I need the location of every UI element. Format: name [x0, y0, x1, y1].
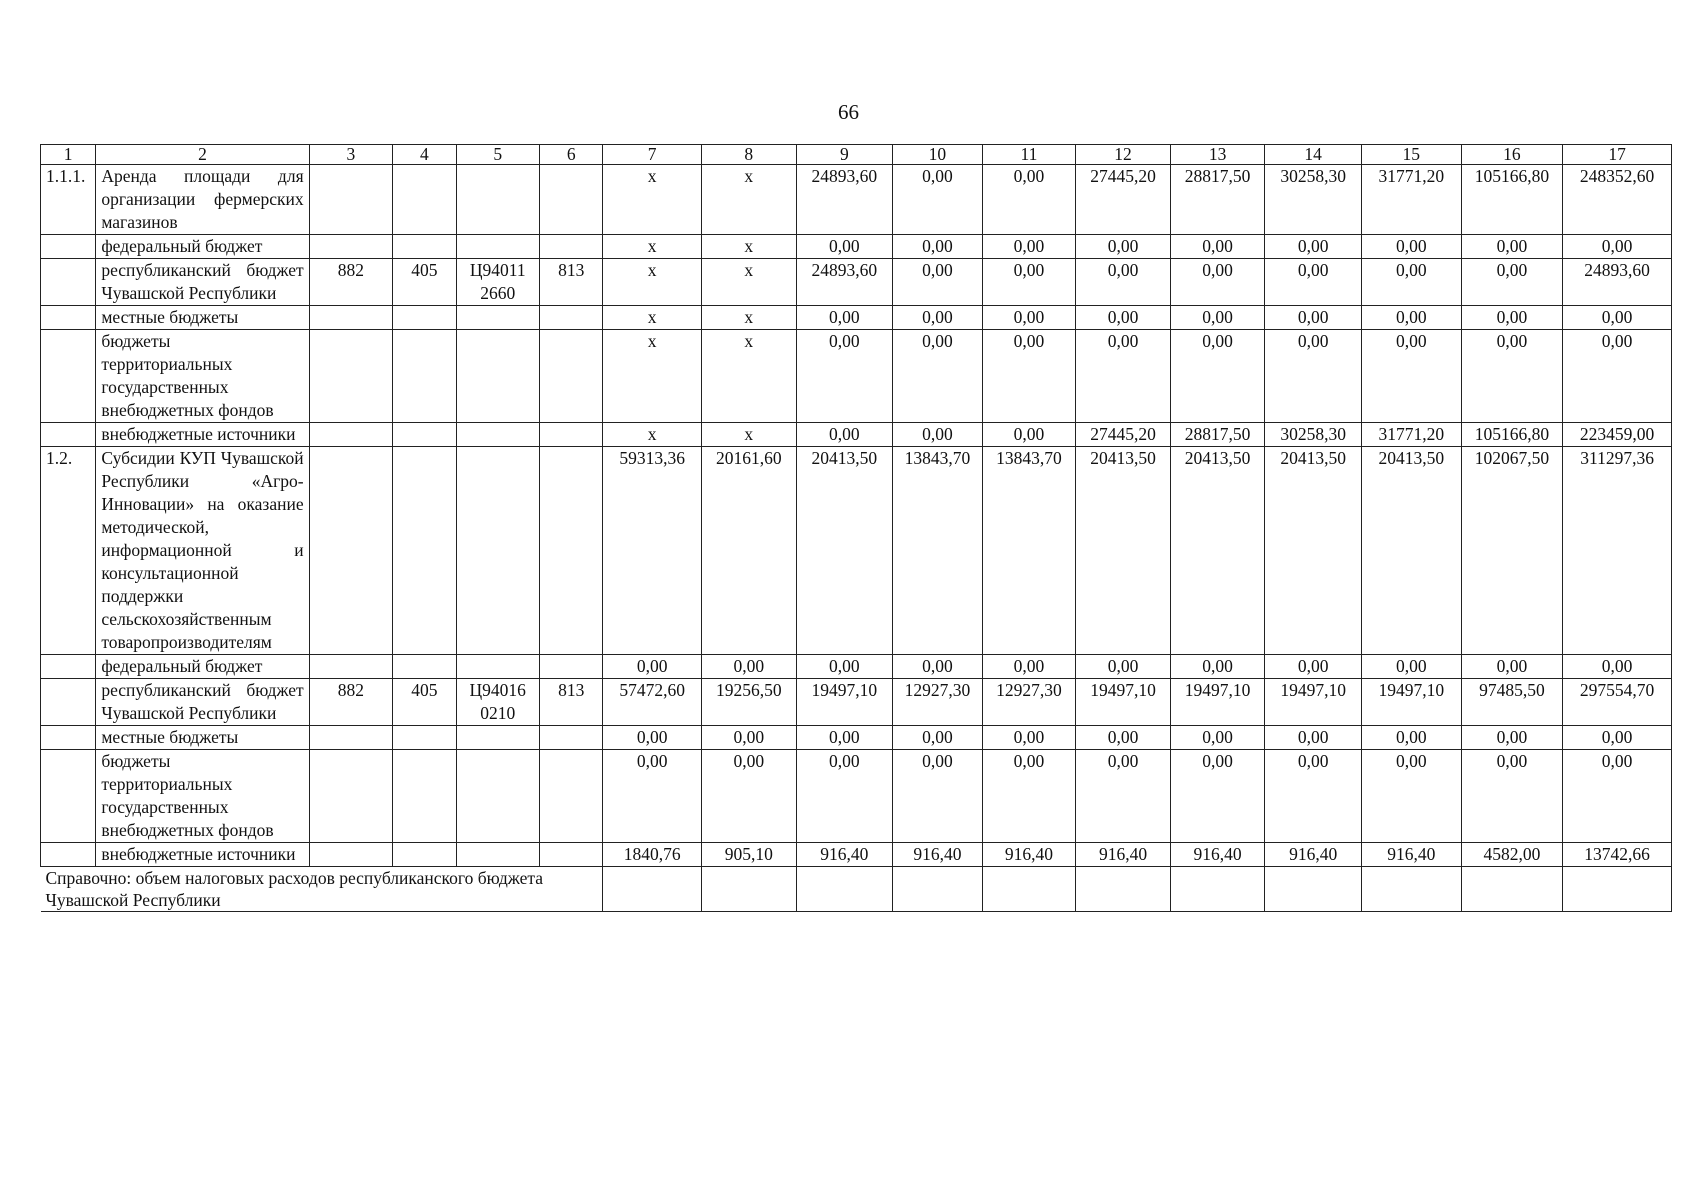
column-number: 16	[1461, 145, 1563, 165]
value-cell: 59313,36	[603, 447, 702, 655]
value-cell: 20413,50	[1170, 447, 1265, 655]
row-code	[41, 423, 96, 447]
value-cell: 31771,20	[1361, 423, 1461, 447]
column-number: 10	[893, 145, 983, 165]
value-cell: 0,00	[1361, 330, 1461, 423]
value-cell: 0,00	[1361, 259, 1461, 306]
column-number: 7	[603, 145, 702, 165]
value-cell: 0,00	[1461, 655, 1563, 679]
value-cell: 105166,80	[1461, 165, 1563, 235]
target-article-text: Ц94016 0210	[469, 680, 526, 723]
empty-cell	[893, 867, 983, 912]
table-row	[41, 750, 1672, 843]
value-cell: 0,00	[893, 726, 983, 750]
row-code: 1.2.	[41, 447, 96, 655]
value-cell: 0,00	[1361, 235, 1461, 259]
row-code	[41, 655, 96, 679]
value-cell: 0,00	[603, 655, 702, 679]
value-cell: 0,00	[982, 235, 1076, 259]
value-cell: х	[701, 235, 796, 259]
gov-code-cell	[309, 447, 393, 655]
note-row	[41, 867, 1672, 912]
value-cell: 12927,30	[982, 679, 1076, 726]
row-code	[41, 843, 96, 867]
value-cell: 0,00	[701, 726, 796, 750]
table-row	[41, 655, 1672, 679]
value-cell: х	[701, 165, 796, 235]
column-number: 8	[701, 145, 796, 165]
value-cell: 0,00	[1170, 750, 1265, 843]
row-name: Субсидии КУП Чувашской Республики «Агро-Инновации» на оказание методической, информационной и консультационной поддержки сельскохозяйственным товаропроизводителям	[96, 447, 309, 655]
column-number: 9	[796, 145, 893, 165]
value-cell: 0,00	[796, 750, 893, 843]
value-cell: х	[701, 330, 796, 423]
expense-type-cell	[540, 165, 603, 235]
column-number: 12	[1076, 145, 1171, 165]
row-code: 1.1.1.	[41, 165, 96, 235]
expense-type-cell	[540, 726, 603, 750]
target-article-cell	[456, 165, 540, 235]
value-cell: 0,00	[1563, 655, 1672, 679]
value-cell: 916,40	[1361, 843, 1461, 867]
row-name: Аренда площади для организации фермерских магазинов	[96, 165, 309, 235]
value-cell: 0,00	[701, 655, 796, 679]
table-row	[41, 447, 1672, 655]
value-cell: 19497,10	[1361, 679, 1461, 726]
value-cell: 0,00	[1265, 259, 1362, 306]
target-article-cell	[456, 750, 540, 843]
section-cell	[393, 330, 456, 423]
value-cell: 19497,10	[1170, 679, 1265, 726]
value-cell: 0,00	[1461, 306, 1563, 330]
section-cell	[393, 306, 456, 330]
value-cell: 0,00	[1076, 655, 1171, 679]
value-cell: 27445,20	[1076, 423, 1171, 447]
value-cell: 0,00	[796, 306, 893, 330]
section-cell	[393, 655, 456, 679]
value-cell: 4582,00	[1461, 843, 1563, 867]
empty-cell	[1170, 867, 1265, 912]
row-name: внебюджетные источники	[96, 843, 309, 867]
value-cell: 0,00	[603, 726, 702, 750]
expense-type-cell	[540, 750, 603, 843]
row-code	[41, 259, 96, 306]
value-cell: 19497,10	[1265, 679, 1362, 726]
empty-cell	[1563, 867, 1672, 912]
table-row	[41, 165, 1672, 235]
value-cell: 0,00	[1461, 235, 1563, 259]
table-row	[41, 306, 1672, 330]
value-cell: 0,00	[1563, 330, 1672, 423]
value-cell: 0,00	[982, 259, 1076, 306]
value-cell: 0,00	[893, 750, 983, 843]
value-cell: 28817,50	[1170, 423, 1265, 447]
value-cell: 0,00	[1461, 330, 1563, 423]
value-cell: 0,00	[1361, 750, 1461, 843]
value-cell: 1840,76	[603, 843, 702, 867]
column-number: 2	[96, 145, 309, 165]
section-cell	[393, 843, 456, 867]
target-article-cell	[456, 423, 540, 447]
row-name: бюджеты территориальных государственных внебюджетных фондов	[96, 330, 309, 423]
value-cell: 0,00	[701, 750, 796, 843]
column-number: 17	[1563, 145, 1672, 165]
row-name: местные бюджеты	[96, 306, 309, 330]
section-cell	[393, 165, 456, 235]
row-code	[41, 679, 96, 726]
value-cell: 0,00	[1076, 726, 1171, 750]
value-cell: 0,00	[1265, 726, 1362, 750]
target-article-cell	[456, 447, 540, 655]
value-cell: 0,00	[893, 165, 983, 235]
value-cell: 0,00	[1076, 259, 1171, 306]
value-cell: 0,00	[1170, 726, 1265, 750]
target-article-cell	[456, 306, 540, 330]
value-cell: 916,40	[1265, 843, 1362, 867]
section-cell	[393, 726, 456, 750]
empty-cell	[796, 867, 893, 912]
value-cell: 297554,70	[1563, 679, 1672, 726]
table-row	[41, 726, 1672, 750]
value-cell: 0,00	[1076, 330, 1171, 423]
value-cell: 0,00	[603, 750, 702, 843]
table-row	[41, 330, 1672, 423]
value-cell: 0,00	[893, 235, 983, 259]
value-cell: 916,40	[796, 843, 893, 867]
value-cell: 57472,60	[603, 679, 702, 726]
table-row	[41, 843, 1672, 867]
value-cell: 0,00	[1265, 330, 1362, 423]
empty-cell	[1461, 867, 1563, 912]
value-cell: 248352,60	[1563, 165, 1672, 235]
value-cell: х	[603, 306, 702, 330]
value-cell: 0,00	[893, 330, 983, 423]
value-cell: 0,00	[1361, 726, 1461, 750]
value-cell: 13742,66	[1563, 843, 1672, 867]
value-cell: 0,00	[1076, 235, 1171, 259]
value-cell: 0,00	[1170, 235, 1265, 259]
value-cell: 0,00	[1265, 235, 1362, 259]
value-cell: 0,00	[1076, 306, 1171, 330]
value-cell: 30258,30	[1265, 423, 1362, 447]
value-cell: 97485,50	[1461, 679, 1563, 726]
target-article-cell	[456, 679, 540, 726]
gov-code-cell	[309, 655, 393, 679]
target-article-cell	[456, 843, 540, 867]
value-cell: 20413,50	[1265, 447, 1362, 655]
budget-table	[40, 144, 1672, 912]
value-cell: х	[701, 306, 796, 330]
value-cell: 0,00	[1563, 235, 1672, 259]
value-cell: х	[603, 235, 702, 259]
row-code	[41, 750, 96, 843]
value-cell: х	[603, 165, 702, 235]
value-cell: 0,00	[893, 655, 983, 679]
value-cell: 24893,60	[796, 259, 893, 306]
value-cell: 0,00	[982, 655, 1076, 679]
gov-code-cell	[309, 235, 393, 259]
value-cell: 0,00	[1265, 750, 1362, 843]
value-cell: 223459,00	[1563, 423, 1672, 447]
gov-code-cell: 882	[309, 679, 393, 726]
column-number: 3	[309, 145, 393, 165]
value-cell: 20161,60	[701, 447, 796, 655]
value-cell: 0,00	[1170, 306, 1265, 330]
value-cell: 0,00	[982, 330, 1076, 423]
gov-code-cell	[309, 165, 393, 235]
value-cell: 0,00	[796, 423, 893, 447]
expense-type-cell	[540, 655, 603, 679]
table-row	[41, 259, 1672, 306]
empty-cell	[982, 867, 1076, 912]
section-cell: 405	[393, 259, 456, 306]
value-cell: 0,00	[893, 423, 983, 447]
gov-code-cell	[309, 843, 393, 867]
value-cell: 13843,70	[982, 447, 1076, 655]
value-cell: 916,40	[982, 843, 1076, 867]
column-number: 6	[540, 145, 603, 165]
value-cell: 0,00	[1170, 259, 1265, 306]
expense-type-cell	[540, 423, 603, 447]
gov-code-cell	[309, 726, 393, 750]
value-cell: 0,00	[982, 165, 1076, 235]
value-cell: 102067,50	[1461, 447, 1563, 655]
value-cell: 30258,30	[1265, 165, 1362, 235]
value-cell: 0,00	[1461, 750, 1563, 843]
empty-cell	[603, 867, 702, 912]
table-row	[41, 423, 1672, 447]
target-article-cell	[456, 330, 540, 423]
row-name: местные бюджеты	[96, 726, 309, 750]
column-number: 15	[1361, 145, 1461, 165]
value-cell: 24893,60	[796, 165, 893, 235]
gov-code-cell	[309, 306, 393, 330]
value-cell: 0,00	[1563, 306, 1672, 330]
value-cell: 19497,10	[796, 679, 893, 726]
value-cell: 0,00	[982, 750, 1076, 843]
empty-cell	[1361, 867, 1461, 912]
value-cell: 0,00	[1361, 306, 1461, 330]
section-cell	[393, 235, 456, 259]
row-name: бюджеты территориальных государственных внебюджетных фондов	[96, 750, 309, 843]
row-code	[41, 726, 96, 750]
value-cell: 916,40	[1170, 843, 1265, 867]
column-number: 14	[1265, 145, 1362, 165]
row-code	[41, 330, 96, 423]
section-cell	[393, 750, 456, 843]
column-number: 5	[456, 145, 540, 165]
value-cell: 0,00	[796, 330, 893, 423]
gov-code-cell	[309, 423, 393, 447]
value-cell: х	[701, 423, 796, 447]
row-code	[41, 306, 96, 330]
value-cell: 905,10	[701, 843, 796, 867]
section-cell: 405	[393, 679, 456, 726]
value-cell: 311297,36	[1563, 447, 1672, 655]
table-row	[41, 679, 1672, 726]
value-cell: 916,40	[893, 843, 983, 867]
section-cell	[393, 423, 456, 447]
row-name: федеральный бюджет	[96, 235, 309, 259]
expense-type-cell	[540, 330, 603, 423]
expense-type-cell: 813	[540, 259, 603, 306]
value-cell: 0,00	[1563, 726, 1672, 750]
row-code	[41, 235, 96, 259]
value-cell: 27445,20	[1076, 165, 1171, 235]
value-cell: 0,00	[893, 259, 983, 306]
value-cell: 19256,50	[701, 679, 796, 726]
empty-cell	[1265, 867, 1362, 912]
page-number: 66	[838, 100, 859, 124]
expense-type-cell	[540, 447, 603, 655]
gov-code-cell: 882	[309, 259, 393, 306]
value-cell: 0,00	[1461, 259, 1563, 306]
column-number: 1	[41, 145, 96, 165]
table-row	[41, 235, 1672, 259]
value-cell: х	[701, 259, 796, 306]
row-name: внебюджетные источники	[96, 423, 309, 447]
expense-type-cell	[540, 843, 603, 867]
value-cell: 0,00	[982, 726, 1076, 750]
row-name: республиканский бюджет Чувашской Республики	[96, 259, 309, 306]
expense-type-cell	[540, 235, 603, 259]
value-cell: 19497,10	[1076, 679, 1171, 726]
value-cell: 0,00	[893, 306, 983, 330]
value-cell: 0,00	[1265, 306, 1362, 330]
value-cell: 12927,30	[893, 679, 983, 726]
value-cell: 0,00	[1563, 750, 1672, 843]
column-number: 13	[1170, 145, 1265, 165]
value-cell: 28817,50	[1170, 165, 1265, 235]
value-cell: х	[603, 423, 702, 447]
target-article-cell	[456, 235, 540, 259]
gov-code-cell	[309, 750, 393, 843]
note-text: Справочно: объем налоговых расходов республиканского бюджета Чувашской Республики	[41, 867, 603, 912]
value-cell: 0,00	[1265, 655, 1362, 679]
row-name: федеральный бюджет	[96, 655, 309, 679]
expense-type-cell: 813	[540, 679, 603, 726]
value-cell: 0,00	[796, 235, 893, 259]
value-cell: х	[603, 330, 702, 423]
value-cell: 24893,60	[1563, 259, 1672, 306]
value-cell: 0,00	[1170, 655, 1265, 679]
section-cell	[393, 447, 456, 655]
value-cell: 0,00	[1361, 655, 1461, 679]
empty-cell	[701, 867, 796, 912]
value-cell: 0,00	[796, 655, 893, 679]
value-cell: х	[603, 259, 702, 306]
value-cell: 13843,70	[893, 447, 983, 655]
target-article-cell	[456, 726, 540, 750]
target-article-cell	[456, 259, 540, 306]
column-number: 11	[982, 145, 1076, 165]
value-cell: 20413,50	[1361, 447, 1461, 655]
value-cell: 20413,50	[796, 447, 893, 655]
column-number: 4	[393, 145, 456, 165]
value-cell: 916,40	[1076, 843, 1171, 867]
value-cell: 0,00	[1076, 750, 1171, 843]
value-cell: 0,00	[982, 423, 1076, 447]
value-cell: 0,00	[1461, 726, 1563, 750]
value-cell: 20413,50	[1076, 447, 1171, 655]
value-cell: 0,00	[796, 726, 893, 750]
empty-cell	[1076, 867, 1171, 912]
value-cell: 0,00	[982, 306, 1076, 330]
value-cell: 0,00	[1170, 330, 1265, 423]
row-name: республиканский бюджет Чувашской Республики	[96, 679, 309, 726]
column-number-row	[41, 145, 1672, 165]
target-article-cell	[456, 655, 540, 679]
value-cell: 105166,80	[1461, 423, 1563, 447]
gov-code-cell	[309, 330, 393, 423]
expense-type-cell	[540, 306, 603, 330]
value-cell: 31771,20	[1361, 165, 1461, 235]
target-article-text: Ц94011 2660	[469, 260, 526, 303]
